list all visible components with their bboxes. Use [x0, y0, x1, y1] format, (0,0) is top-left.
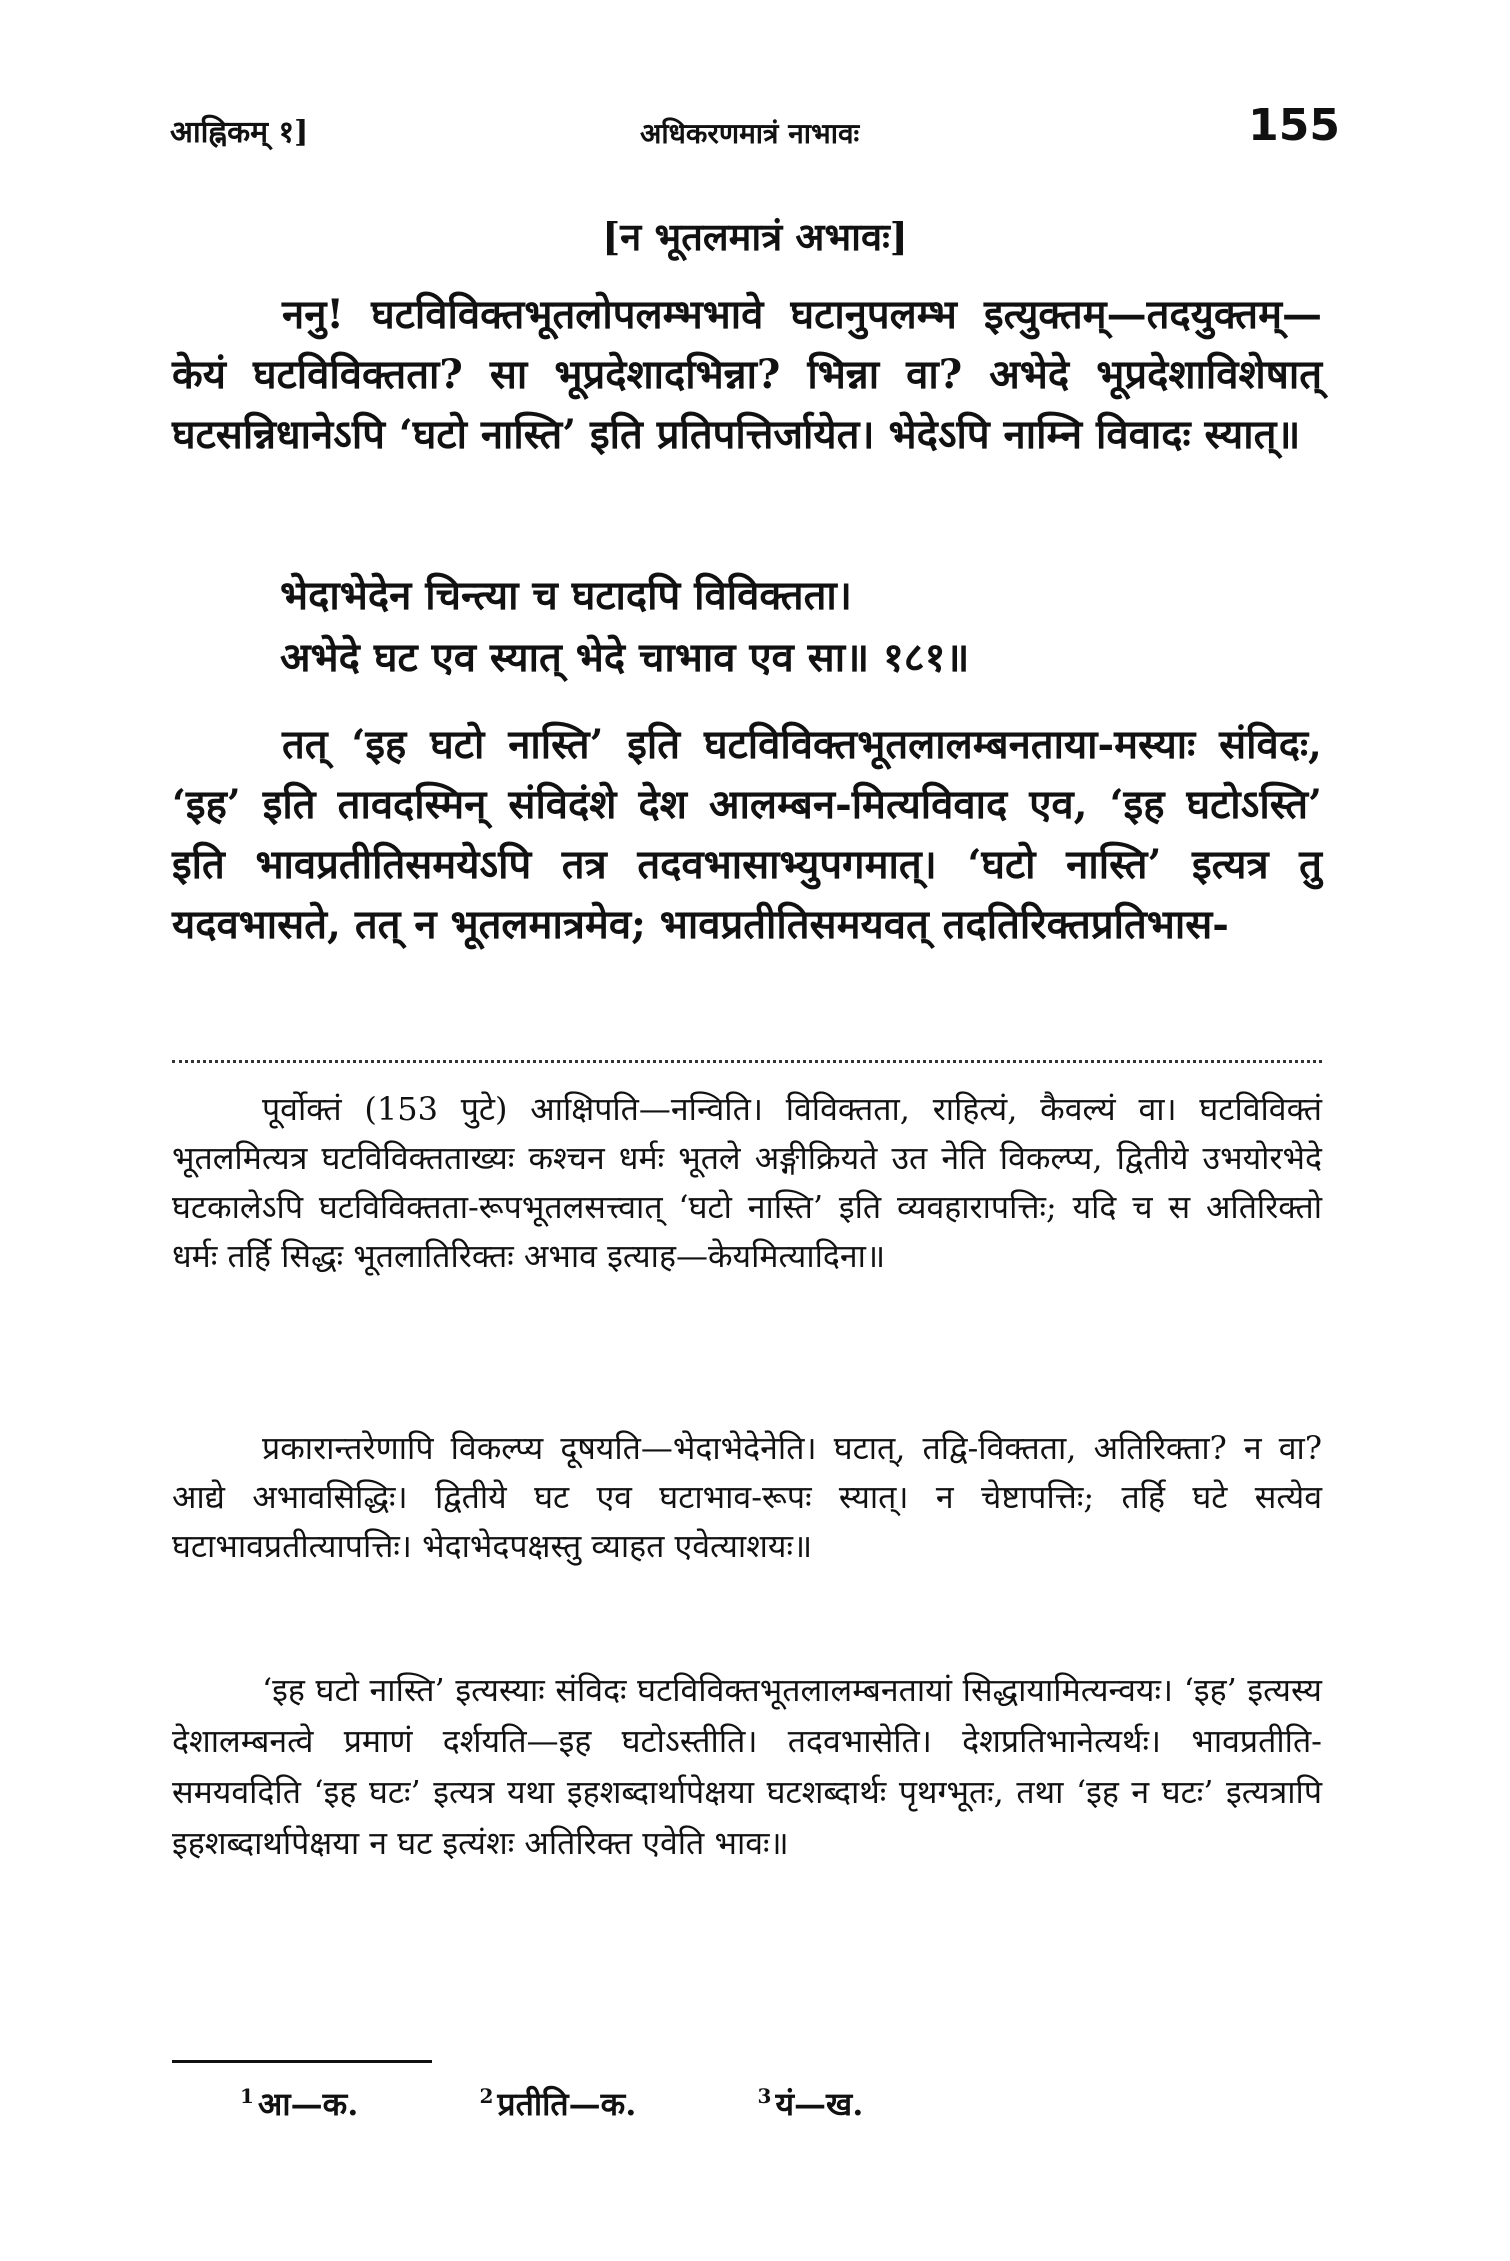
footnotes: [240, 2082, 973, 2125]
footnote-number: 3: [757, 2084, 772, 2109]
text-commentary-divider: [172, 1060, 1322, 1063]
running-header: [170, 100, 1340, 160]
footnote-rule: [172, 2060, 432, 2063]
footnote-text: प्रतीति—क.: [497, 2085, 637, 2123]
footnote-item: [479, 2082, 636, 2125]
footnote-number: 1: [240, 2084, 254, 2109]
main-paragraph-1: ननु! घटविविक्तभूतलोपलम्भभावे घटानुपलम्भ इत्युक्तम्—तदयुक्तम्—केयं घटविविक्तता? सा भूप्रदेशादभिन्ना? भिन्ना वा? अभेदे भूप्रदेशाविशेषात् घटसन्निधानेऽपि ‘घटो नास्ति’ इति प्रतिपत्तिर्जायेत। भेदेऽपि नाम्नि विवादः स्यात्॥: [172, 291, 1322, 458]
commentary-block-2: [172, 1424, 1322, 1571]
main-text-block-1: [172, 285, 1322, 465]
commentary-block-1: [172, 1085, 1322, 1281]
commentary-block-3: [172, 1665, 1322, 1869]
commentary-paragraph-2: प्रकारान्तरेणापि विकल्प्य दूषयति—भेदाभेदेनेति। घटात्, तद्वि-विक्तता, अतिरिक्ता? न वा? आद्ये अभावसिद्धिः। द्वितीये घट एव घटाभाव-रूपः स्यात्। न चेष्टापत्तिः; तर्हि घटे सत्येव घटाभावप्रतीत्यापत्तिः। भेदाभेदपक्षस्तु व्याहत एवेत्याशयः॥: [172, 1429, 1322, 1565]
page-number: 155: [1248, 100, 1340, 151]
commentary-paragraph-3: ‘इह घटो नास्ति’ इत्यस्याः संविदः घटविविक्तभूतलालम्बनतायां सिद्धायामित्यन्वयः। ‘इह’ इत्यस्य देशालम्बनत्वे प्रमाणं दर्शयति—इह घटोऽस्तीति। तदवभासेति। देशप्रतिभानेत्यर्थः। भावप्रतीति-समयवदिति ‘इह घटः’ इत्यत्र यथा इहशब्दार्थापेक्षया घटशब्दार्थः पृथग्भूतः, तथा ‘इह न घटः’ इत्यत्रापि इहशब्दार्थापेक्षया न घट इत्यंशः अतिरिक्त एवेति भावः॥: [172, 1671, 1322, 1862]
footnote-item: [758, 2082, 864, 2125]
verse-line-2: अभेदे घट एव स्यात् भेदे चाभाव एव सा॥ १८१॥: [280, 634, 970, 681]
chapter-label: आह्निकम् १]: [170, 115, 309, 150]
commentary-paragraph-1: पूर्वोक्तं (153 पुटे) आक्षिपति—नन्विति। विविक्तता, राहित्यं, कैवल्यं वा। घटविविक्तं भूतलमित्यत्र घटविविक्तताख्यः कश्चन धर्मः भूतले अङ्गीक्रियते उत नेति विकल्प्य, द्वितीये उभयोरभेदे घटकालेऽपि घटविविक्तता-रूपभूतलसत्त्वात् ‘घटो नास्ति’ इति व्यवहारापत्तिः; यदि च स अतिरिक्तो धर्मः तर्हि सिद्धः भूतलातिरिक्तः अभाव इत्याह—केयमित्यादिना॥: [172, 1090, 1322, 1275]
verse-line-1: भेदाभेदेन चिन्त्या च घटादपि विविक्तता।: [280, 572, 852, 619]
footnote-text: आ—क.: [257, 2085, 359, 2123]
main-text-block-2: [172, 715, 1322, 955]
footnote-text: यं—ख.: [775, 2085, 864, 2123]
footnote-number: 2: [479, 2084, 494, 2109]
section-title: [न भूतलमात्रं अभावः]: [602, 214, 908, 259]
main-paragraph-2: तत् ‘इह घटो नास्ति’ इति घटविविक्तभूतलालम्बनताया-मस्याः संविदः, ‘इह’ इति तावदस्मिन् संविदंशे देश आलम्बन-मित्यविवाद एव, ‘इह घटोऽस्ति’ इति भावप्रतीतिसमयेऽपि तत्र तदवभासाभ्युपगमात्। ‘घटो नास्ति’ इत्यत्र तु यदवभासते, तत् न भूतलमात्रमेव; भावप्रतीतिसमयवत् तदतिरिक्तप्रतिभास-: [172, 721, 1322, 948]
running-title: अधिकरणमात्रं नाभावः: [640, 117, 860, 150]
verse-block: [280, 565, 1280, 689]
footnote-item: [240, 2082, 358, 2125]
